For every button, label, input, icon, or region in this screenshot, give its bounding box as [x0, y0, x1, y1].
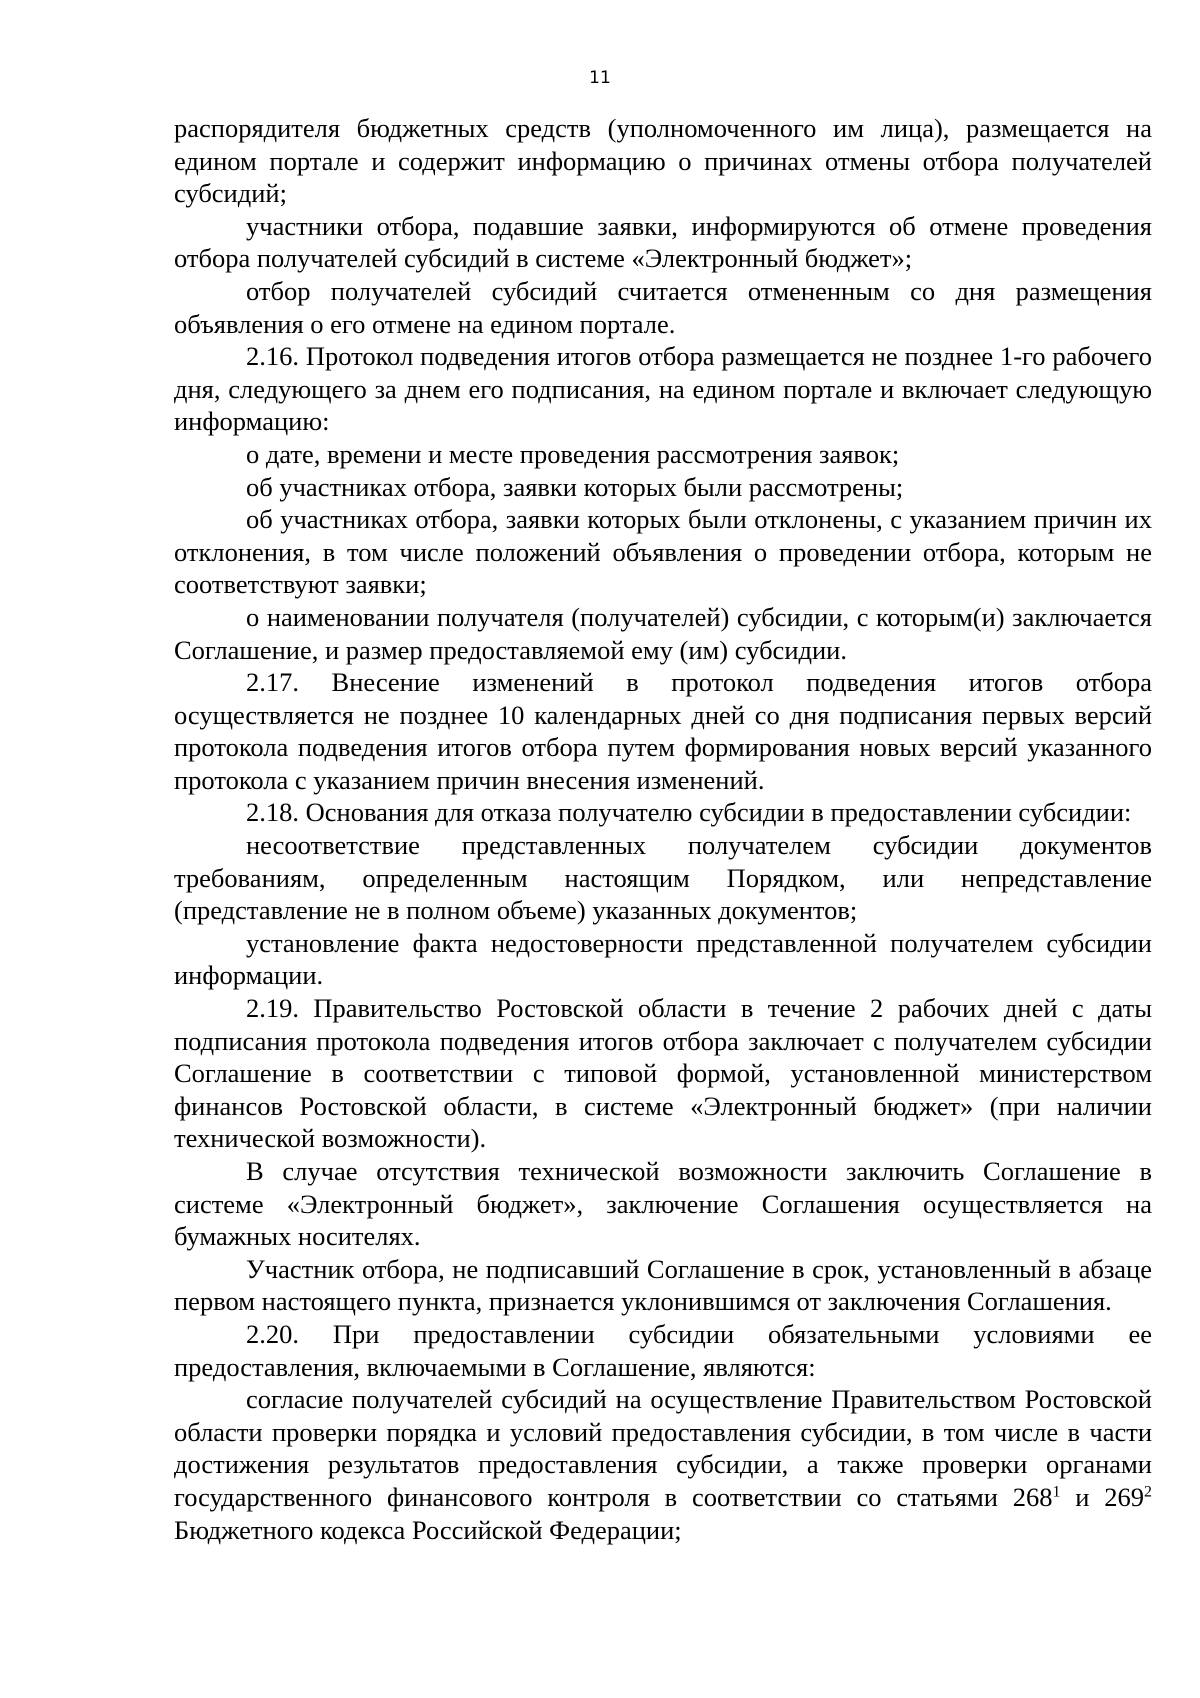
paragraph-text-middle: и 269: [1060, 1481, 1145, 1512]
superscript-2: 2: [1144, 1483, 1152, 1501]
paragraph: об участниках отбора, заявки которых были отклонены, с указанием причин их отклонения, в том числе положений объявления о проведении отбора, которым не соответствуют заявки;: [174, 504, 1152, 600]
paragraph: об участниках отбора, заявки которых были рассмотрены;: [246, 471, 904, 502]
paragraph: отбор получателей субсидий считается отмененным со дня размещения объявления о его отмене на едином портале.: [174, 275, 1152, 339]
paragraph-continuation: распорядителя бюджетных средств (уполномоченного им лица), размещается на едином портале и содержит информацию о причинах отмены отбора получателей субсидий;: [174, 113, 1152, 209]
paragraph: несоответствие представленных получателем субсидии документов требованиям, определенным настоящим Порядком, или непредставление (представление не в полном объеме) указанных документов;: [174, 830, 1152, 926]
paragraph: участники отбора, подавшие заявки, информируются об отмене проведения отбора получателей субсидий в системе «Электронный бюджет»;: [174, 210, 1152, 274]
paragraph-clause-2-20: 2.20. При предоставлении субсидии обязательными условиями ее предоставления, включаемыми в Соглашение, являются:: [174, 1318, 1152, 1382]
paragraph: В случае отсутствия технической возможности заключить Соглашение в системе «Электронный бюджет», заключение Соглашения осуществляется на бумажных носителях.: [174, 1156, 1152, 1252]
paragraph-clause-2-19: 2.19. Правительство Ростовской области в течение 2 рабочих дней с даты подписания протокола подведения итогов отбора заключает с получателем субсидии Соглашение в соответствии с типовой формой, установленной министерством финансов Ростовской области, в системе «Электронный бюджет» (при наличии технической возможности).: [174, 993, 1152, 1154]
page-number: 11: [589, 68, 611, 88]
paragraph-clause-2-17: 2.17. Внесение изменений в протокол подведения итогов отбора осуществляется не позднее 10 календарных дней со дня подписания первых версий протокола подведения итогов отбора путем формирования новых версий указанного протокола с указанием причин внесения изменений.: [174, 667, 1152, 795]
paragraph: о дате, времени и месте проведения рассмотрения заявок;: [246, 438, 900, 469]
paragraph: Участник отбора, не подписавший Соглашение в срок, установленный в абзаце первом настоящего пункта, признается уклонившимся от заключения Соглашения.: [174, 1253, 1152, 1317]
paragraph-clause-2-18: 2.18. Основания для отказа получателю субсидии в предоставлении субсидии:: [246, 797, 1132, 828]
paragraph-with-footnotes: [174, 1383, 1152, 1546]
paragraph: установление факта недостоверности представленной получателем субсидии информации.: [174, 927, 1152, 991]
paragraph-text-after: Бюджетного кодекса Российской Федерации;: [174, 1514, 682, 1545]
superscript-1: 1: [1052, 1483, 1061, 1501]
paragraph: о наименовании получателя (получателей) субсидии, с которым(и) заключается Соглашение, и размер предоставляемой ему (им) субсидии.: [174, 601, 1152, 665]
paragraph-text-before: согласие получателей субсидий на осуществление Правительством Ростовской области проверки порядка и условий предоставления субсидии, в том числе в части достижения результатов предоставления субсидии, а также проверки органами государственного финансового контроля в соответствии со статьями 268: [174, 1384, 1152, 1512]
document-body: [174, 112, 1152, 1546]
paragraph-clause-2-16: 2.16. Протокол подведения итогов отбора размещается не позднее 1-го рабочего дня, следующего за днем его подписания, на едином портале и включает следующую информацию:: [174, 341, 1152, 437]
